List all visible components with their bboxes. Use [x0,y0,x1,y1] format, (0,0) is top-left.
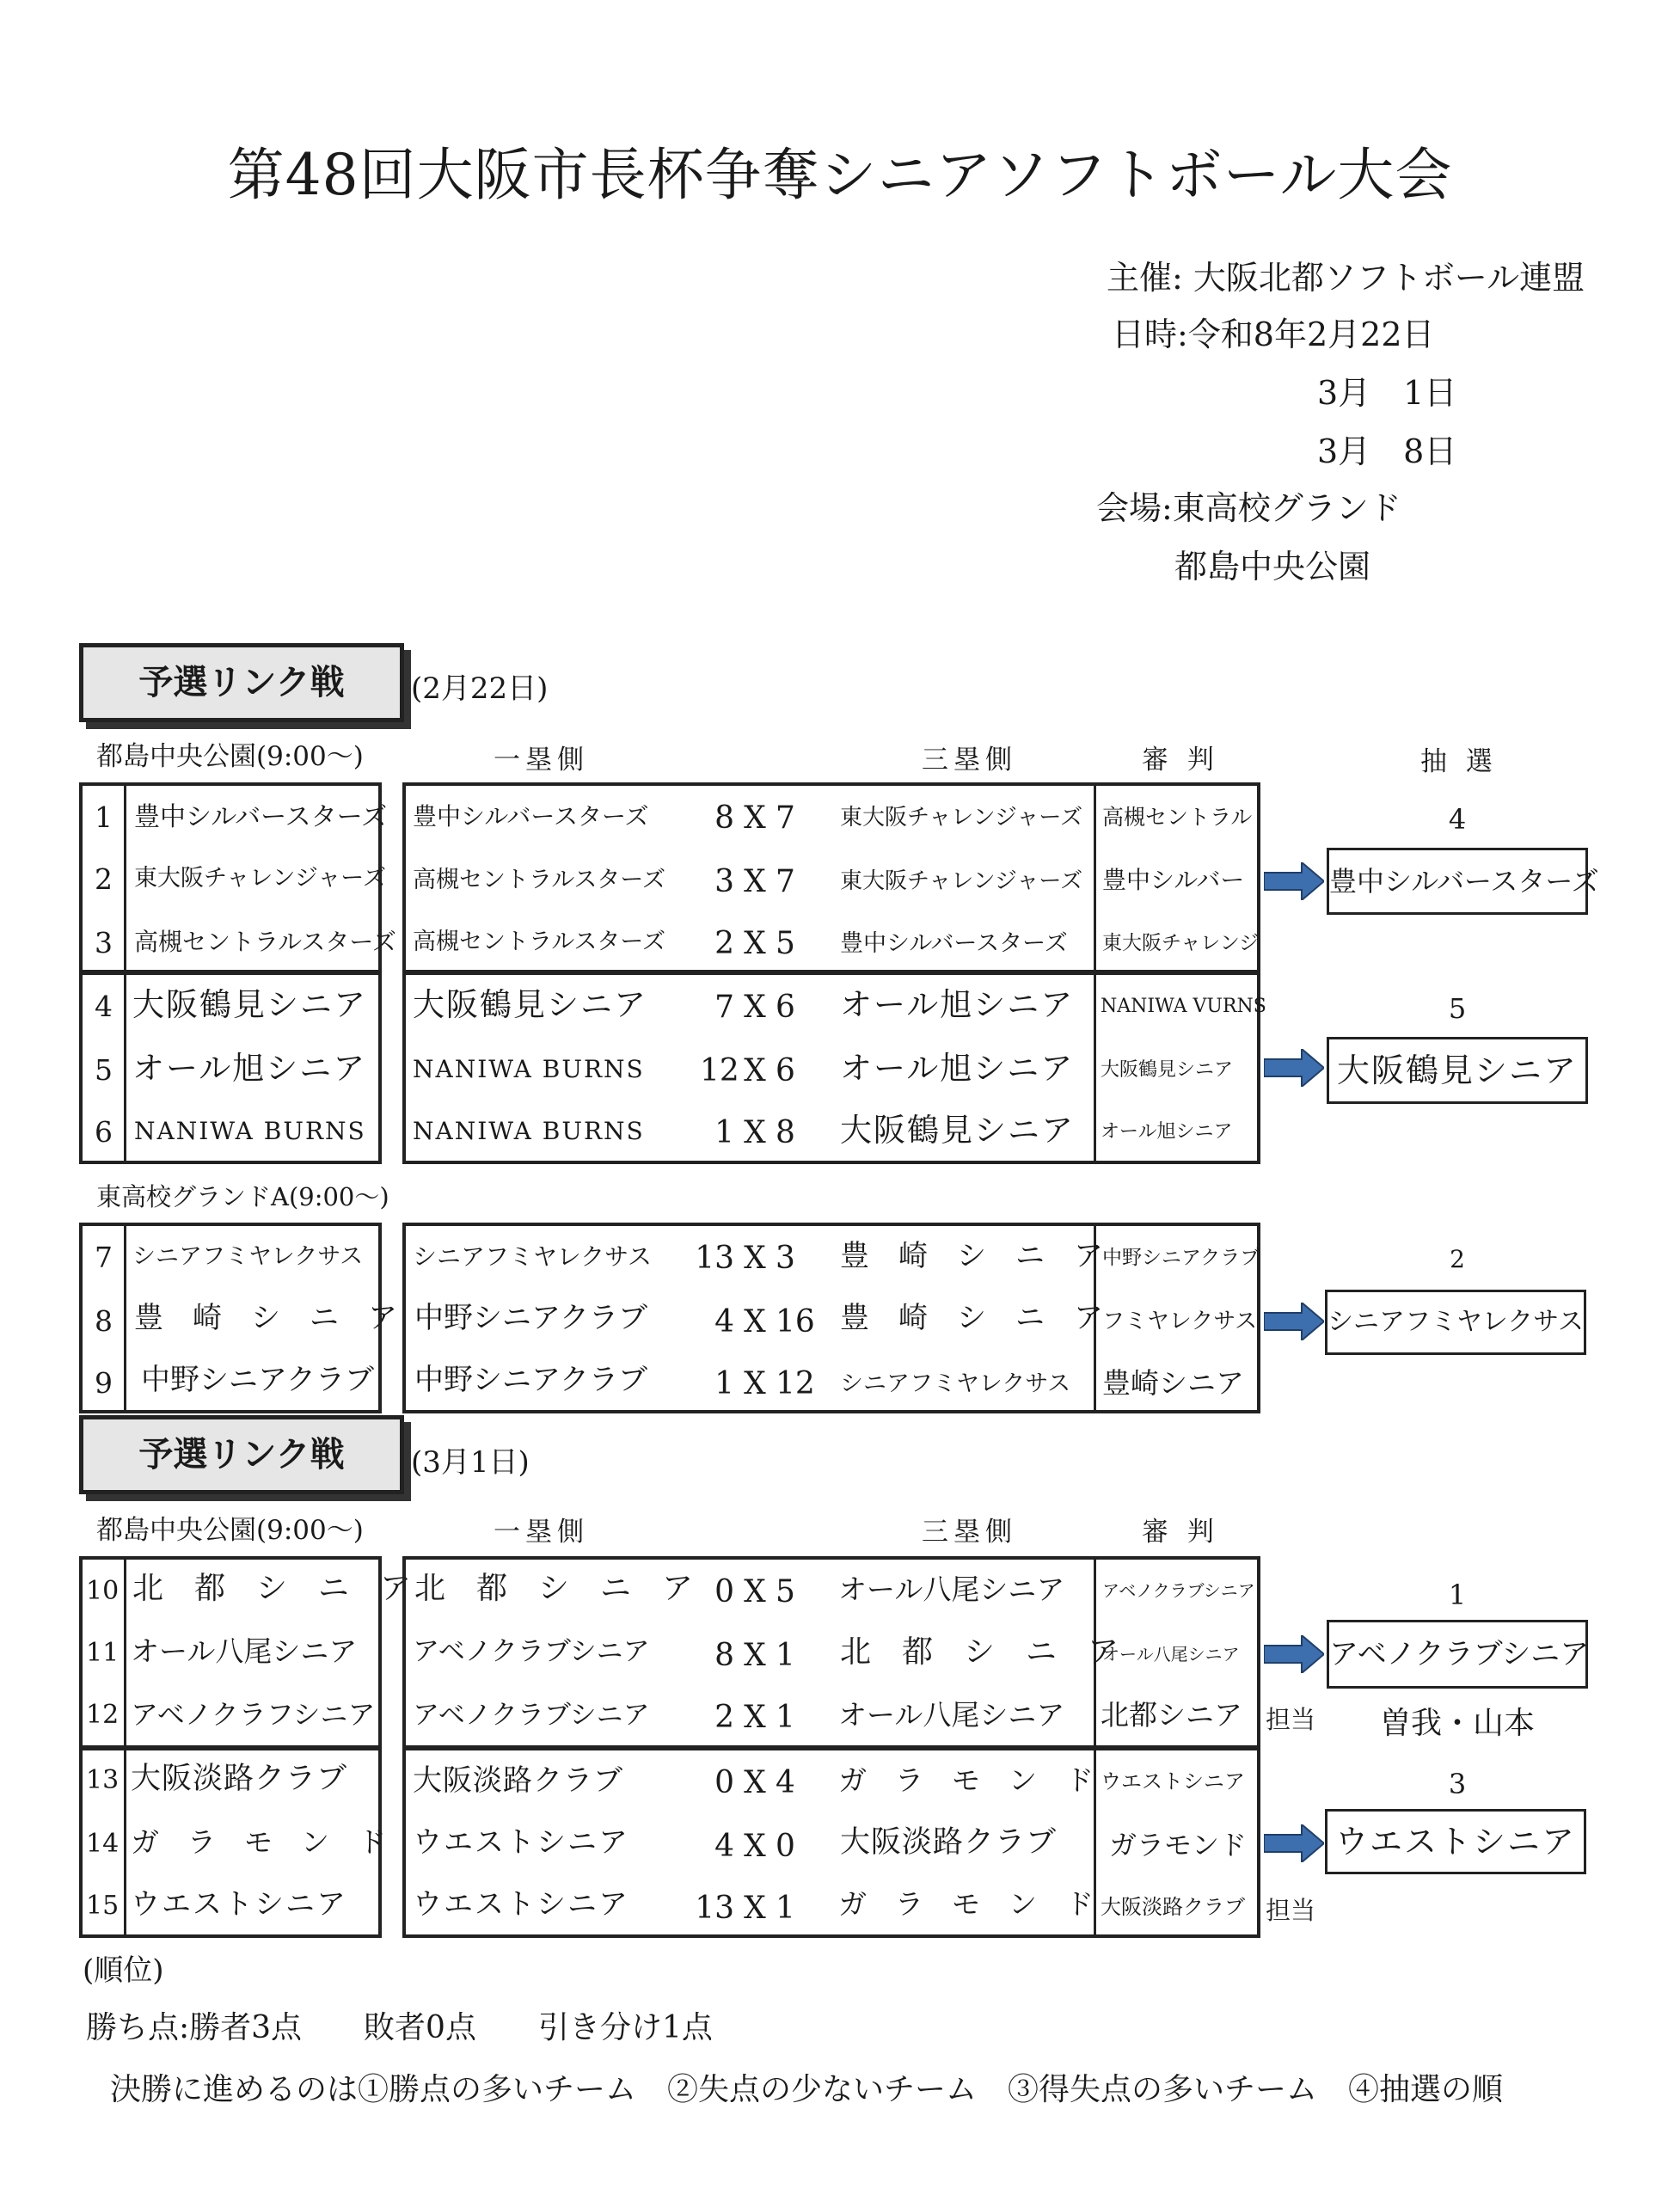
col-umpire: 審 判 [1142,1517,1219,1548]
team-name: NANIWA BURNS [134,1117,366,1145]
team-name: 大阪鶴見シニア [132,986,367,1023]
third-base-team: 豊 崎 シ ニ ア [840,1301,1103,1335]
first-base-team: 高槻セントラルスターズ [413,867,666,893]
team-name: オール八尾シニア [131,1634,358,1668]
col-first-base: 一塁側 [494,745,589,776]
game-results-box [402,782,1260,973]
umpire-team: 高槻セントラル [1102,805,1253,830]
umpire-team: 大阪淡路クラブ [1101,1895,1245,1919]
score-third: 6 [776,990,795,1025]
first-base-team: 中野シニアクラブ [414,1301,647,1335]
team-list-box [79,1556,412,1749]
first-base-team: NANIWA BURNS [413,1055,645,1083]
document-title: 第48回大阪市長杯争奪シニアソフトボール大会 [227,142,1453,208]
game-results-box [402,1223,1260,1413]
score-first: 13 [695,1241,734,1276]
team-number: 14 [86,1829,120,1859]
venue-label: 東高校グランドA(9:00～) [96,1182,389,1211]
col-third-base: 三塁側 [922,745,1017,776]
section-1-date: (2月22日) [411,671,549,706]
score-first: 1 [714,1115,734,1150]
team-number: 4 [95,990,113,1023]
score-third: 16 [776,1304,815,1340]
third-base-team: 東大阪チャレンジャーズ [840,868,1083,894]
lottery-number: 1 [1448,1579,1467,1611]
lottery-number: 5 [1448,992,1467,1025]
date-line-3: 3月 8日 [1317,432,1457,470]
first-base-team: アベノクラブシニア [413,1636,650,1667]
third-base-team: 東大阪チャレンジャーズ [840,805,1083,831]
team-name: 高槻セントラルスターズ [134,928,396,956]
score-separator: X [744,1241,766,1276]
group-winner: シニアフミヤレクサス [1325,1290,1586,1355]
advance-arrow-icon [1264,1635,1324,1673]
group-winner: ウエストシニア [1325,1809,1586,1874]
venue-label: 都島中央公園(9:00～) [96,741,364,772]
lottery-number: 2 [1450,1245,1465,1273]
team-name: オール旭シニア [132,1050,367,1087]
score-separator: X [744,1829,766,1864]
section-2-title: 予選リンク戦 [79,1415,404,1494]
score-separator: X [744,1700,766,1735]
score-separator: X [744,1115,766,1150]
team-name: 豊 崎 シ ニ ア [134,1301,397,1335]
ranking-criteria: 決勝に進めるのは①勝点の多いチーム ②失点の少ないチーム ③得失点の多いチーム ④抽選の順 [110,2072,1504,2107]
team-list-box [79,972,382,1164]
team-number: 9 [95,1366,113,1400]
group-winner: 豊中シルバースターズ [1327,848,1588,915]
score-first: 13 [695,1891,734,1926]
team-list-box [79,782,396,973]
venue-line-1: 会場:東高校グランド [1096,489,1401,527]
third-base-team: 大阪鶴見シニア [840,1112,1075,1149]
score-first: 1 [714,1366,734,1401]
first-base-team: アベノクラブシニア [413,1700,650,1731]
ranking-points: 勝ち点:勝者3点 敗者0点 引き分け1点 [86,2010,713,2045]
third-base-team: 豊 崎 シ ニ ア [840,1239,1103,1273]
team-list-box [79,1223,397,1413]
team-number: 8 [95,1304,113,1338]
team-name: ガ ラ モ ン ド [131,1825,386,1859]
score-third: 3 [776,1241,795,1276]
team-name: 豊中シルバースターズ [134,802,388,832]
advance-arrow-icon [1264,1303,1324,1340]
umpire-team: 大阪鶴見シニア [1101,1059,1234,1081]
umpire-team: オール八尾シニア [1102,1644,1240,1665]
score-separator: X [744,926,766,961]
col-lottery: 抽 選 [1420,746,1498,777]
score-third: 8 [776,1115,795,1150]
score-third: 12 [776,1366,815,1401]
score-first: 2 [714,1700,734,1735]
team-list-box [79,1747,386,1938]
team-name: 中野シニアクラブ [141,1363,374,1397]
score-separator: X [744,1765,766,1800]
third-base-team: オール八尾シニア [838,1698,1065,1732]
umpire-team: フミヤレクサス [1102,1309,1258,1334]
section-1-title: 予選リンク戦 [79,643,404,722]
venue-label: 都島中央公園(9:00～) [96,1515,364,1546]
third-base-team: オール旭シニア [840,1050,1075,1087]
score-third: 6 [776,1053,795,1088]
team-name: 大阪淡路クラブ [131,1762,348,1796]
team-number: 11 [86,1638,120,1668]
third-base-team: 大阪淡路クラブ [840,1825,1058,1860]
advance-arrow-icon [1264,1049,1324,1087]
game-results-box [402,1747,1260,1938]
first-base-team: 大阪淡路クラブ [413,1763,623,1798]
team-number: 7 [95,1241,113,1274]
score-separator: X [744,1053,766,1088]
third-base-team: 北 都 シ ニ ア [840,1634,1119,1670]
team-number: 12 [86,1700,120,1730]
third-base-team: オール八尾シニア [838,1573,1065,1606]
first-base-team: 北 都 シ ニ ア [414,1571,694,1606]
umpire-team: 中野シニアクラブ [1102,1247,1260,1269]
col-umpire: 審 判 [1142,745,1219,776]
score-separator: X [744,800,766,836]
third-base-team: オール旭シニア [840,986,1075,1023]
team-number: 15 [86,1891,120,1921]
score-first: 12 [700,1053,739,1088]
umpire-team: ガラモンド [1109,1829,1248,1861]
section-2-date: (3月1日) [411,1445,530,1480]
first-base-team: シニアフミヤレクサス [413,1242,653,1271]
advance-arrow-icon [1264,862,1324,900]
duty-label: 担当 [1266,1896,1316,1925]
game-results-box [402,972,1266,1164]
score-first: 3 [714,864,734,899]
score-third: 1 [776,1891,795,1926]
team-name: ウエストシニア [131,1887,347,1922]
group-winner: アベノクラブシニア [1327,1620,1588,1689]
team-number: 10 [86,1576,120,1606]
team-name: アベノクラフシニア [131,1698,376,1731]
team-number: 3 [95,926,113,959]
team-number: 1 [95,800,113,834]
score-third: 4 [776,1765,795,1800]
col-third-base: 三塁側 [922,1517,1017,1548]
score-separator: X [744,1574,766,1609]
score-separator: X [744,1304,766,1340]
first-base-team: 中野シニアクラブ [414,1363,647,1397]
col-first-base: 一塁側 [494,1517,589,1548]
ranking-heading: (順位) [83,1953,164,1988]
lottery-number: 3 [1448,1768,1467,1800]
score-third: 5 [776,1574,795,1609]
first-base-team: 豊中シルバースターズ [413,802,649,831]
score-separator: X [744,990,766,1025]
score-separator: X [744,1638,766,1673]
umpire-team: オール旭シニア [1101,1121,1233,1143]
score-separator: X [744,1366,766,1401]
duty-assignee: 曽我・山本 [1379,1706,1535,1741]
score-first: 0 [714,1765,734,1800]
first-base-team: NANIWA BURNS [413,1117,645,1145]
organizer: 主催: 大阪北都ソフトボール連盟 [1107,259,1585,297]
score-first: 7 [714,990,734,1025]
umpire-team: 東大阪チャレンジ [1102,932,1260,954]
team-name: 北 都 シ ニ ア [132,1571,412,1606]
team-number: 13 [86,1765,120,1795]
umpire-team: ウエストシニア [1101,1769,1245,1793]
score-third: 7 [776,864,795,899]
score-first: 8 [714,1638,734,1673]
team-number: 6 [95,1115,113,1149]
first-base-team: 高槻セントラルスターズ [413,929,666,955]
date-line-1: 日時:令和8年2月22日 [1112,316,1435,353]
team-number: 5 [95,1053,113,1087]
date-line-2: 3月 1日 [1317,374,1457,412]
score-third: 5 [776,926,795,961]
score-third: 1 [776,1700,795,1735]
first-base-team: ウエストシニア [413,1825,629,1860]
team-number: 2 [95,862,113,896]
team-name: 東大阪チャレンジャーズ [134,865,386,892]
team-name: シニアフミヤレクサス [132,1243,364,1270]
score-third: 0 [776,1829,795,1864]
score-first: 8 [714,800,734,836]
score-first: 2 [714,926,734,961]
score-first: 4 [714,1829,734,1864]
score-first: 4 [714,1304,734,1340]
lottery-number: 4 [1448,803,1467,836]
umpire-team: アベノクラブシニア [1102,1580,1255,1601]
first-base-team: 大阪鶴見シニア [413,986,647,1023]
score-third: 7 [776,800,795,836]
score-separator: X [744,1891,766,1926]
duty-label: 担当 [1266,1705,1316,1734]
score-first: 0 [714,1574,734,1609]
game-results-box [402,1556,1260,1749]
advance-arrow-icon [1264,1824,1324,1862]
umpire-team: 北都シニア [1101,1698,1242,1732]
score-third: 1 [776,1638,795,1673]
third-base-team: シニアフミヤレクサス [840,1370,1071,1397]
umpire-team: 豊崎シニア [1102,1366,1244,1400]
third-base-team: 豊中シルバースターズ [840,930,1068,957]
first-base-team: ウエストシニア [413,1887,629,1922]
score-separator: X [744,864,766,899]
group-winner: 大阪鶴見シニア [1327,1037,1588,1104]
third-base-team: ガ ラ モ ン ド [838,1763,1094,1797]
third-base-team: ガ ラ モ ン ド [838,1887,1094,1921]
umpire-team: NANIWA VURNS [1101,996,1266,1017]
venue-line-2: 都島中央公園 [1174,548,1371,586]
umpire-team: 豊中シルバー [1102,866,1245,894]
